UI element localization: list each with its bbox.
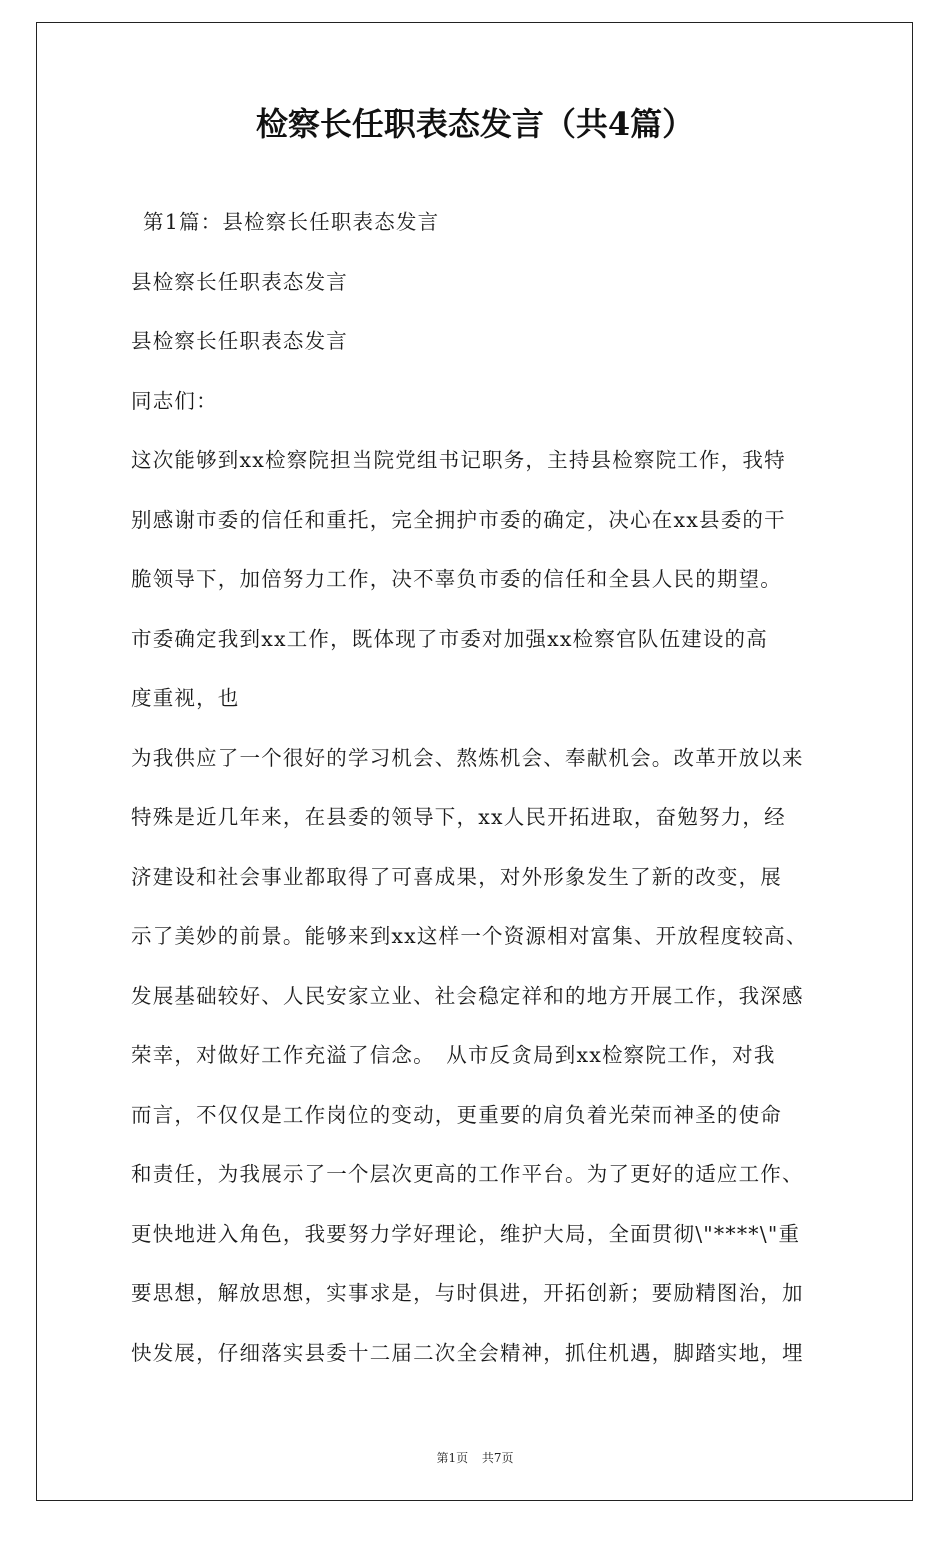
page-number: 第1页 xyxy=(436,1451,469,1465)
paragraph-line: 而言，不仅仅是工作岗位的变动，更重要的肩负着光荣而神圣的使命 xyxy=(131,1102,782,1127)
paragraph-line: 济建设和社会事业都取得了可喜成果，对外形象发生了新的改变，展 xyxy=(131,864,782,889)
paragraph-line: 更快地进入角色，我要努力学好理论，维护大局，全面贯彻\"****\"重 xyxy=(131,1221,801,1246)
page-total: 共7页 xyxy=(481,1451,514,1465)
paragraph-line: 荣幸，对做好工作充溢了信念。 从市反贪局到xx检察院工作，对我 xyxy=(131,1043,776,1067)
document-title: 检察长任职表态发言（共4篇） xyxy=(255,105,695,143)
paragraph-line: 为我供应了一个很好的学习机会、熬炼机会、奉献机会。改革开放以来 xyxy=(131,745,804,770)
paragraph-line: 县检察长任职表态发言 xyxy=(131,329,348,353)
paragraph-line: 发展基础较好、人民安家立业、社会稳定祥和的地方开展工作，我深感 xyxy=(131,983,804,1008)
paragraph-line: 同志们： xyxy=(131,388,218,413)
section-heading: 第1篇：县检察长任职表态发言 xyxy=(143,210,440,234)
paragraph-line: 要思想，解放思想，实事求是，与时俱进，开拓创新；要励精图治，加 xyxy=(131,1281,804,1305)
paragraph-line: 快发展，仔细落实县委十二届二次全会精神，抓住机遇，脚踏实地，埋 xyxy=(131,1340,804,1365)
paragraph-line: 县检察长任职表态发言 xyxy=(131,269,348,294)
paragraph-line: 特殊是近几年来，在县委的领导下，xx人民开拓进取，奋勉努力，经 xyxy=(131,805,786,829)
paragraph-line: 别感谢市委的信任和重托，完全拥护市委的确定，决心在xx县委的干 xyxy=(131,507,786,532)
paragraph-line: 脆领导下，加倍努力工作，决不辜负市委的信任和全县人民的期望。 xyxy=(131,567,782,591)
paragraph-line: 示了美妙的前景。能够来到xx这样一个资源相对富集、开放程度较高、 xyxy=(131,924,808,948)
paragraph-line: 市委确定我到xx工作，既体现了市委对加强xx检察官队伍建设的高 xyxy=(131,626,768,651)
page-footer xyxy=(0,1449,950,1467)
paragraph-line: 这次能够到xx检察院担当院党组书记职务，主持县检察院工作，我特 xyxy=(131,448,786,472)
document-body xyxy=(131,193,823,1383)
paragraph-line: 和责任，为我展示了一个层次更高的工作平台。为了更好的适应工作、 xyxy=(131,1162,804,1186)
paragraph-line: 度重视，也 xyxy=(131,686,240,710)
